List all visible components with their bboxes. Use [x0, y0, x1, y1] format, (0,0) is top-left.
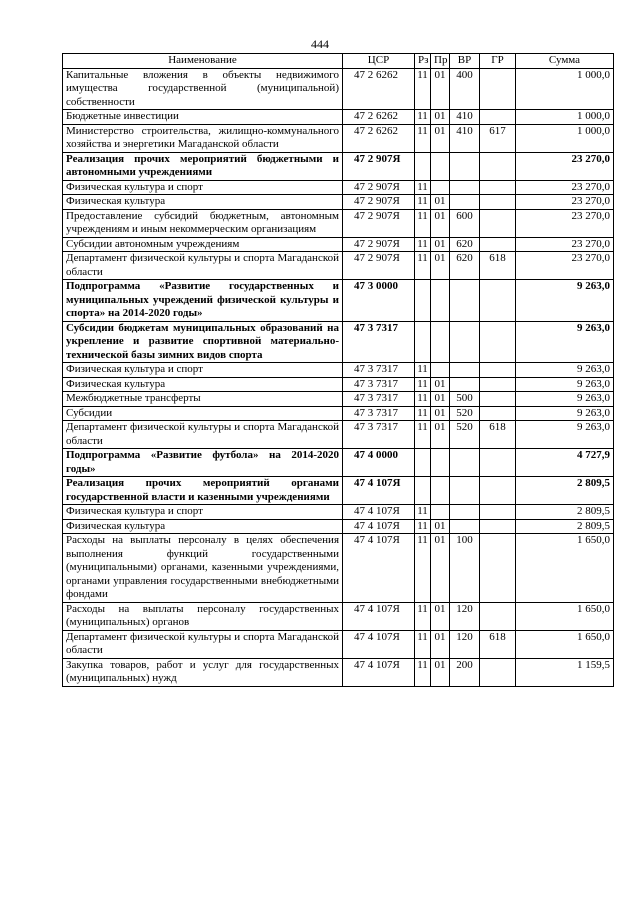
table-row — [63, 630, 614, 658]
cell-name: Департамент физической культуры и спорта Магаданской области — [63, 252, 343, 280]
cell-rz: 11 — [415, 377, 431, 392]
cell-sum: 4 727,9 — [516, 449, 614, 477]
cell-gr — [480, 237, 516, 252]
cell-vr: 410 — [450, 110, 480, 125]
cell-vr: 200 — [450, 658, 480, 686]
cell-csr: 47 4 107Я — [343, 505, 415, 520]
cell-gr — [480, 406, 516, 421]
cell-pr: 01 — [431, 195, 450, 210]
cell-rz — [415, 152, 431, 180]
cell-gr — [480, 280, 516, 322]
cell-gr — [480, 68, 516, 110]
cell-sum: 1 650,0 — [516, 534, 614, 603]
cell-rz: 11 — [415, 237, 431, 252]
cell-pr — [431, 449, 450, 477]
cell-name: Физическая культура — [63, 519, 343, 534]
cell-name: Бюджетные инвестиции — [63, 110, 343, 125]
cell-gr: 618 — [480, 252, 516, 280]
cell-gr — [480, 505, 516, 520]
cell-gr — [480, 449, 516, 477]
cell-gr: 618 — [480, 421, 516, 449]
table-row — [63, 534, 614, 603]
cell-vr — [450, 152, 480, 180]
cell-rz — [415, 477, 431, 505]
cell-name: Физическая культура и спорт — [63, 363, 343, 378]
cell-rz: 11 — [415, 658, 431, 686]
cell-gr — [480, 658, 516, 686]
cell-csr: 47 3 7317 — [343, 392, 415, 407]
cell-csr: 47 3 7317 — [343, 363, 415, 378]
cell-pr: 01 — [431, 658, 450, 686]
cell-pr: 01 — [431, 377, 450, 392]
cell-pr: 01 — [431, 110, 450, 125]
cell-rz: 11 — [415, 363, 431, 378]
cell-sum: 1 650,0 — [516, 630, 614, 658]
cell-csr: 47 4 107Я — [343, 534, 415, 603]
cell-pr: 01 — [431, 124, 450, 152]
cell-name: Расходы на выплаты персоналу в целях обеспечения выполнения функций государственными (муниципальными) органами, казенными учреждениями, органами управления государственными внебюджетными фондами — [63, 534, 343, 603]
cell-rz: 11 — [415, 252, 431, 280]
cell-vr: 520 — [450, 406, 480, 421]
cell-csr: 47 4 0000 — [343, 449, 415, 477]
cell-pr — [431, 477, 450, 505]
cell-sum: 1 000,0 — [516, 124, 614, 152]
cell-gr — [480, 152, 516, 180]
cell-gr — [480, 519, 516, 534]
cell-vr: 620 — [450, 252, 480, 280]
cell-name: Департамент физической культуры и спорта Магаданской области — [63, 630, 343, 658]
cell-gr — [480, 195, 516, 210]
cell-pr: 01 — [431, 630, 450, 658]
table-row — [63, 519, 614, 534]
cell-pr — [431, 152, 450, 180]
cell-rz — [415, 280, 431, 322]
cell-sum: 9 263,0 — [516, 421, 614, 449]
cell-rz: 11 — [415, 209, 431, 237]
cell-pr: 01 — [431, 209, 450, 237]
cell-pr: 01 — [431, 68, 450, 110]
budget-table — [62, 53, 614, 687]
cell-csr: 47 2 907Я — [343, 180, 415, 195]
header-vr: ВР — [450, 54, 480, 69]
cell-rz: 11 — [415, 406, 431, 421]
cell-sum: 2 809,5 — [516, 519, 614, 534]
cell-gr — [480, 209, 516, 237]
cell-vr — [450, 180, 480, 195]
cell-rz: 11 — [415, 421, 431, 449]
table-row — [63, 449, 614, 477]
table-body — [63, 68, 614, 686]
cell-gr — [480, 110, 516, 125]
cell-gr — [480, 180, 516, 195]
cell-rz — [415, 321, 431, 363]
cell-csr: 47 2 6262 — [343, 110, 415, 125]
cell-csr: 47 3 0000 — [343, 280, 415, 322]
cell-csr: 47 4 107Я — [343, 602, 415, 630]
cell-csr: 47 2 6262 — [343, 124, 415, 152]
cell-sum: 1 650,0 — [516, 602, 614, 630]
cell-vr — [450, 477, 480, 505]
cell-sum: 23 270,0 — [516, 152, 614, 180]
table-row — [63, 363, 614, 378]
cell-gr — [480, 602, 516, 630]
cell-gr — [480, 534, 516, 603]
cell-csr: 47 3 7317 — [343, 321, 415, 363]
cell-vr — [450, 280, 480, 322]
cell-vr — [450, 377, 480, 392]
table-row — [63, 110, 614, 125]
table-row — [63, 252, 614, 280]
cell-name: Предоставление субсидий бюджетным, автономным учреждениям и иным некоммерческим организациям — [63, 209, 343, 237]
cell-name: Подпрограмма «Развитие футбола» на 2014-2020 годы» — [63, 449, 343, 477]
cell-csr: 47 4 107Я — [343, 658, 415, 686]
cell-name: Субсидии бюджетам муниципальных образований на укрепление и развитие спортивной материально-технической базы зимних видов спорта — [63, 321, 343, 363]
cell-name: Физическая культура — [63, 377, 343, 392]
cell-pr: 01 — [431, 252, 450, 280]
cell-csr: 47 2 907Я — [343, 195, 415, 210]
table-row — [63, 180, 614, 195]
cell-vr: 120 — [450, 630, 480, 658]
cell-sum: 1 000,0 — [516, 68, 614, 110]
header-name: Наименование — [63, 54, 343, 69]
cell-gr — [480, 321, 516, 363]
cell-name: Реализация прочих мероприятий органами государственной власти и казенными учреждениями — [63, 477, 343, 505]
cell-pr — [431, 505, 450, 520]
cell-sum: 1 000,0 — [516, 110, 614, 125]
cell-gr — [480, 477, 516, 505]
cell-name: Физическая культура — [63, 195, 343, 210]
cell-rz: 11 — [415, 602, 431, 630]
cell-name: Межбюджетные трансферты — [63, 392, 343, 407]
cell-rz: 11 — [415, 519, 431, 534]
cell-csr: 47 2 907Я — [343, 252, 415, 280]
cell-vr — [450, 519, 480, 534]
table-row — [63, 68, 614, 110]
cell-pr: 01 — [431, 421, 450, 449]
table-row — [63, 505, 614, 520]
cell-gr: 617 — [480, 124, 516, 152]
cell-pr — [431, 180, 450, 195]
cell-name: Субсидии автономным учреждениям — [63, 237, 343, 252]
cell-name: Министерство строительства, жилищно-коммунального хозяйства и энергетики Магаданской области — [63, 124, 343, 152]
cell-vr — [450, 505, 480, 520]
cell-pr: 01 — [431, 534, 450, 603]
header-sum: Сумма — [516, 54, 614, 69]
table-row — [63, 152, 614, 180]
cell-pr: 01 — [431, 406, 450, 421]
table-row — [63, 377, 614, 392]
page-number: 444 — [311, 37, 329, 51]
table-row — [63, 237, 614, 252]
cell-vr: 600 — [450, 209, 480, 237]
table-row — [63, 602, 614, 630]
table-row — [63, 280, 614, 322]
cell-sum: 23 270,0 — [516, 237, 614, 252]
cell-sum: 9 263,0 — [516, 363, 614, 378]
cell-vr — [450, 449, 480, 477]
cell-pr: 01 — [431, 392, 450, 407]
cell-csr: 47 4 107Я — [343, 519, 415, 534]
header-pr: Пр — [431, 54, 450, 69]
cell-vr: 120 — [450, 602, 480, 630]
cell-csr: 47 2 907Я — [343, 152, 415, 180]
table-row — [63, 321, 614, 363]
cell-sum: 9 263,0 — [516, 377, 614, 392]
cell-vr: 500 — [450, 392, 480, 407]
cell-rz: 11 — [415, 392, 431, 407]
cell-gr — [480, 392, 516, 407]
cell-vr: 100 — [450, 534, 480, 603]
cell-pr: 01 — [431, 237, 450, 252]
cell-pr — [431, 363, 450, 378]
cell-rz: 11 — [415, 630, 431, 658]
cell-csr: 47 3 7317 — [343, 377, 415, 392]
cell-sum: 9 263,0 — [516, 406, 614, 421]
cell-vr — [450, 321, 480, 363]
cell-vr: 410 — [450, 124, 480, 152]
header-csr: ЦСР — [343, 54, 415, 69]
cell-sum: 23 270,0 — [516, 180, 614, 195]
cell-pr — [431, 321, 450, 363]
table-row — [63, 124, 614, 152]
table-row — [63, 195, 614, 210]
cell-csr: 47 4 107Я — [343, 477, 415, 505]
cell-name: Подпрограмма «Развитие государственных и муниципальных учреждений физической культуры и спорта» на 2014-2020 годы» — [63, 280, 343, 322]
cell-name: Физическая культура и спорт — [63, 180, 343, 195]
cell-rz: 11 — [415, 68, 431, 110]
cell-sum: 1 159,5 — [516, 658, 614, 686]
table-row — [63, 392, 614, 407]
cell-name: Субсидии — [63, 406, 343, 421]
table-row — [63, 658, 614, 686]
cell-rz: 11 — [415, 505, 431, 520]
cell-rz — [415, 449, 431, 477]
cell-csr: 47 2 907Я — [343, 237, 415, 252]
cell-name: Физическая культура и спорт — [63, 505, 343, 520]
cell-sum: 2 809,5 — [516, 505, 614, 520]
cell-sum: 23 270,0 — [516, 195, 614, 210]
cell-name: Капитальные вложения в объекты недвижимого имущества государственной (муниципальной) собственности — [63, 68, 343, 110]
header-rz: Рз — [415, 54, 431, 69]
cell-sum: 23 270,0 — [516, 252, 614, 280]
cell-rz: 11 — [415, 124, 431, 152]
cell-csr: 47 3 7317 — [343, 421, 415, 449]
cell-gr: 618 — [480, 630, 516, 658]
cell-rz: 11 — [415, 110, 431, 125]
cell-rz: 11 — [415, 195, 431, 210]
cell-gr — [480, 363, 516, 378]
cell-rz: 11 — [415, 180, 431, 195]
table-row — [63, 406, 614, 421]
cell-vr: 400 — [450, 68, 480, 110]
cell-gr — [480, 377, 516, 392]
cell-sum: 2 809,5 — [516, 477, 614, 505]
cell-vr: 520 — [450, 421, 480, 449]
cell-rz: 11 — [415, 534, 431, 603]
table-row — [63, 421, 614, 449]
cell-vr — [450, 195, 480, 210]
header-gr: ГР — [480, 54, 516, 69]
cell-sum: 9 263,0 — [516, 280, 614, 322]
table-row — [63, 477, 614, 505]
cell-vr — [450, 363, 480, 378]
cell-pr: 01 — [431, 519, 450, 534]
cell-name: Расходы на выплаты персоналу государственных (муниципальных) органов — [63, 602, 343, 630]
cell-csr: 47 2 907Я — [343, 209, 415, 237]
cell-name: Департамент физической культуры и спорта Магаданской области — [63, 421, 343, 449]
cell-sum: 9 263,0 — [516, 321, 614, 363]
header-row — [63, 54, 614, 69]
cell-csr: 47 4 107Я — [343, 630, 415, 658]
cell-pr: 01 — [431, 602, 450, 630]
cell-csr: 47 2 6262 — [343, 68, 415, 110]
cell-pr — [431, 280, 450, 322]
cell-vr: 620 — [450, 237, 480, 252]
cell-csr: 47 3 7317 — [343, 406, 415, 421]
cell-name: Закупка товаров, работ и услуг для государственных (муниципальных) нужд — [63, 658, 343, 686]
cell-sum: 23 270,0 — [516, 209, 614, 237]
table-row — [63, 209, 614, 237]
cell-sum: 9 263,0 — [516, 392, 614, 407]
cell-name: Реализация прочих мероприятий бюджетными и автономными учреждениями — [63, 152, 343, 180]
